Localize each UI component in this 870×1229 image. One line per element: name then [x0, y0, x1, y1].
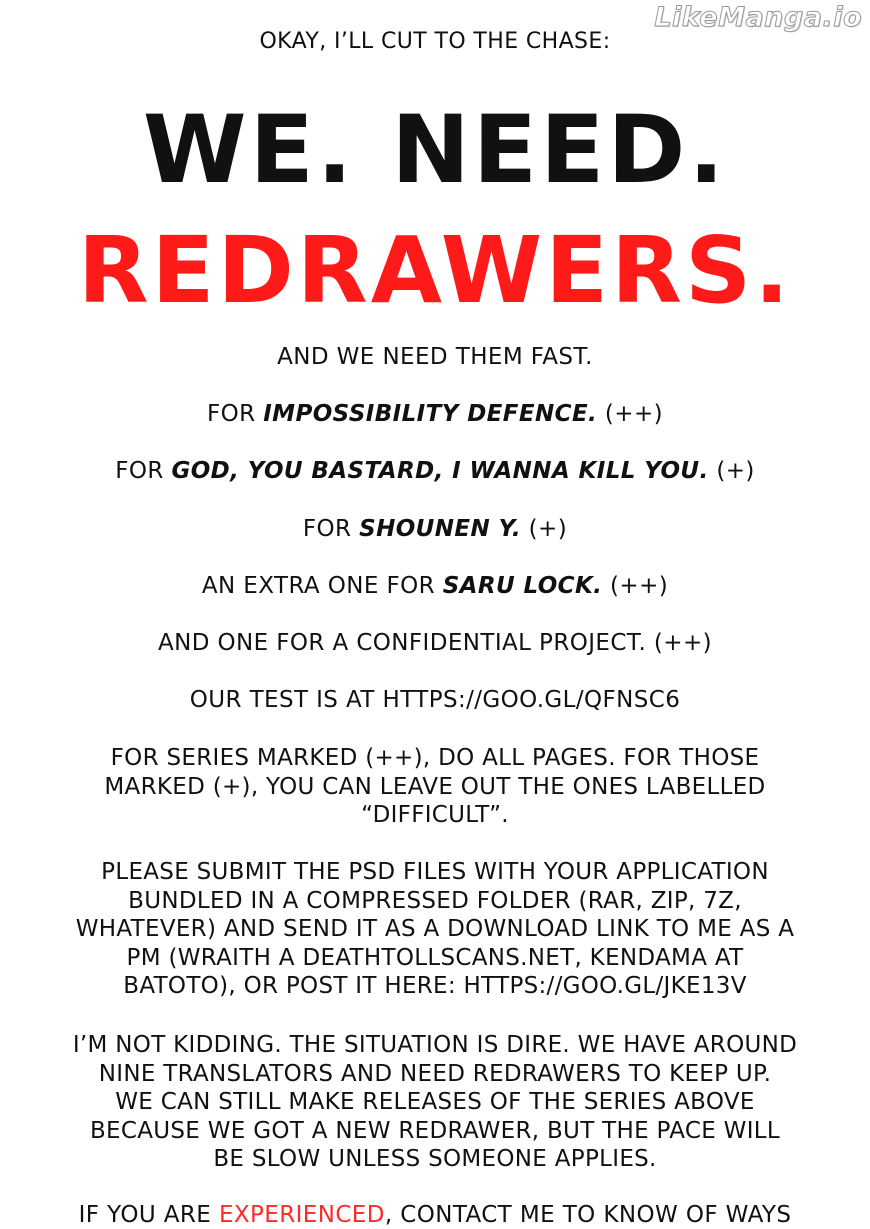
- test-link-text: OUR TEST IS AT HTTPS://GOO.GL/QFNSC6: [189, 687, 681, 713]
- series-line-4: [0, 573, 870, 599]
- series-line-2: [0, 458, 870, 484]
- instructions-line: “DIFFICULT”.: [361, 802, 509, 828]
- series-prefix: FOR: [115, 458, 172, 484]
- series-title: IMPOSSIBILITY DEFENCE.: [263, 401, 598, 427]
- instructions-line: FOR SERIES MARKED (++), DO ALL PAGES. FOR THOSE: [110, 745, 760, 771]
- headline-we-need: WE. NEED.: [142, 96, 728, 205]
- series-title: SHOUNEN Y.: [359, 516, 521, 542]
- experienced-after: , CONTACT ME TO KNOW OF WAYS: [384, 1202, 792, 1228]
- series-title: SARU LOCK.: [442, 573, 603, 599]
- series-prefix: FOR: [206, 401, 264, 427]
- series-line-3: [0, 516, 870, 542]
- series-mark: (++): [602, 573, 669, 599]
- submit-paragraph: [0, 858, 870, 1001]
- headline-redrawers: REDRAWERS.: [77, 217, 793, 324]
- instructions-line: MARKED (+), YOU CAN LEAVE OUT THE ONES LABELLED: [104, 773, 766, 800]
- submit-line: WHATEVER) AND SEND IT AS A DOWNLOAD LINK TO ME AS A: [75, 916, 795, 942]
- dire-line: WE CAN STILL MAKE RELEASES OF THE SERIES ABOVE: [115, 1089, 755, 1115]
- dire-line: NINE TRANSLATORS AND NEED REDRAWERS TO KEEP UP.: [98, 1060, 772, 1087]
- series-mark: (+): [520, 516, 568, 542]
- watermark-logo: LikeManga.io: [654, 2, 862, 33]
- experienced-highlight: EXPERIENCED: [218, 1202, 385, 1228]
- confidential-text: AND ONE FOR A CONFIDENTIAL PROJECT. (++): [157, 630, 713, 656]
- series-mark: (++): [597, 401, 664, 427]
- instructions-paragraph: [0, 744, 870, 830]
- submit-line: BUNDLED IN A COMPRESSED FOLDER (RAR, ZIP, 7Z,: [128, 887, 742, 914]
- series-line-1: [0, 401, 870, 427]
- series-title: GOD, YOU BASTARD, I WANNA KILL YOU.: [171, 458, 709, 484]
- experienced-before: IF YOU ARE: [78, 1202, 219, 1228]
- intro-text: OKAY, I’LL CUT TO THE CHASE:: [259, 29, 611, 54]
- dire-line: BECAUSE WE GOT A NEW REDRAWER, BUT THE PACE WILL: [89, 1117, 781, 1144]
- series-prefix: FOR: [302, 516, 360, 542]
- experienced-line: [0, 1202, 870, 1228]
- submit-line: BATOTO), OR POST IT HERE: HTTPS://GOO.GL/JKE13V: [123, 973, 747, 999]
- dire-paragraph: [0, 1031, 870, 1174]
- submit-line: PLEASE SUBMIT THE PSD FILES WITH YOUR APPLICATION: [101, 859, 769, 885]
- dire-line: I’M NOT KIDDING. THE SITUATION IS DIRE. WE HAVE AROUND: [72, 1032, 798, 1058]
- series-prefix: AN EXTRA ONE FOR: [201, 573, 443, 599]
- need-fast-text: AND WE NEED THEM FAST.: [277, 344, 593, 370]
- submit-line: PM (WRAITH A DEATHTOLLSCANS.NET, KENDAMA AT: [126, 944, 744, 971]
- dire-line: BE SLOW UNLESS SOMEONE APPLIES.: [213, 1146, 657, 1172]
- series-mark: (+): [708, 458, 755, 484]
